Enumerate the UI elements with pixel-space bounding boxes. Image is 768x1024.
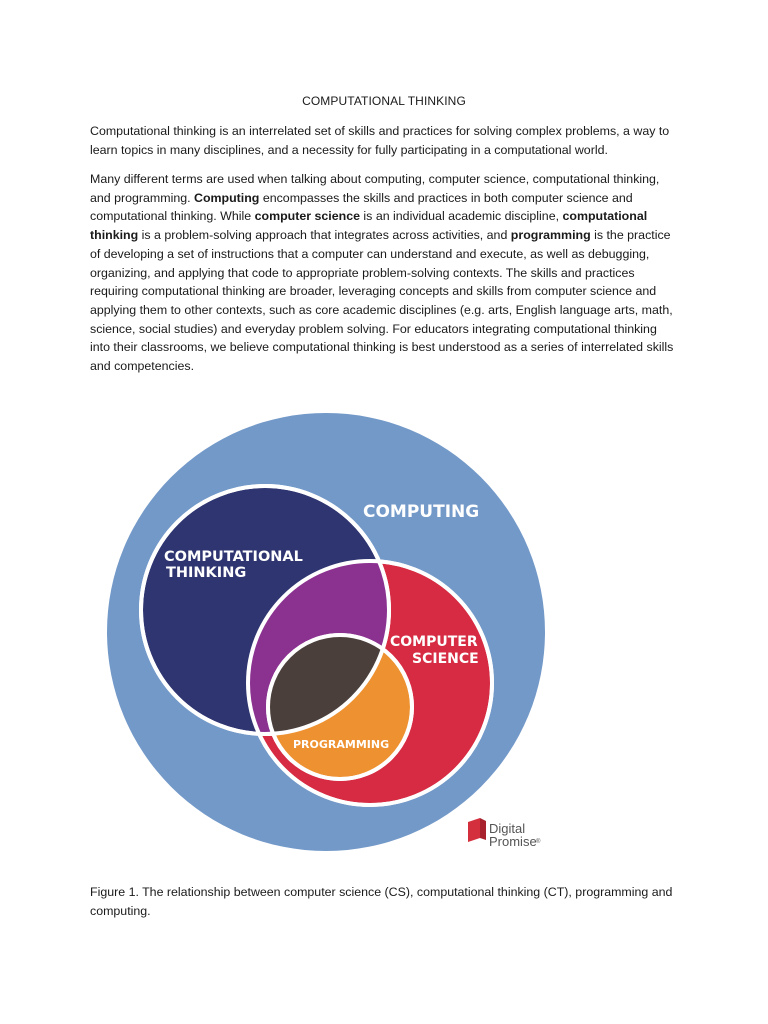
computing-label: COMPUTING [363, 502, 480, 522]
ct-label-line2: THINKING [166, 565, 247, 581]
body-text: encompasses the skills and practices in both computer science and computational thinking. While [90, 190, 633, 224]
term-computer-science: computer science [254, 209, 360, 224]
logo-line2: Promise [489, 834, 537, 849]
logo-line1: Digital [489, 821, 526, 836]
term-computing: Computing [194, 190, 260, 205]
logo-registered: ® [536, 839, 541, 845]
cs-label-line2: SCIENCE [412, 651, 479, 667]
term-programming: programming [510, 228, 591, 243]
body-text: Many different terms are used when talking about computing, computer science, computational thinking, and programming. [90, 172, 660, 205]
body-text: is the practice of developing a set of instructions that a computer can understand and execute, as well as debugging, organizing, and applying that code to appropriate problem-solving contexts. The skills and practices requiring computational thinking are broader, leveraging concepts and skills from computer science and applying them to other contexts, such as core academic disciplines (e.g. arts, English language arts, math, science, social studies) and everyday problem solving. For educators integrating computational thinking into their classrooms, we believe computational thinking is best understood as a series of interrelated skills and competencies. [90, 228, 674, 374]
intro-paragraph: Computational thinking is an interrelated set of skills and practices for solving complex problems, a way to learn topics in many disciplines, and a necessity for fully participating in a computational world. [90, 124, 670, 157]
ct-label-line1: COMPUTATIONAL [164, 549, 303, 565]
programming-label: PROGRAMMING [293, 738, 390, 751]
cs-label-line1: COMPUTER [390, 634, 478, 650]
body-text: is an individual academic discipline, [359, 209, 563, 224]
body-text: is a problem-solving approach that integrates across activities, and [138, 228, 511, 243]
computing-venn-diagram [100, 410, 560, 855]
body-paragraph [90, 170, 680, 376]
logo-mark-icon [468, 818, 480, 842]
page-title: COMPUTATIONAL THINKING [302, 94, 466, 108]
figure-caption: Figure 1. The relationship between computer science (CS), computational thinking (CT), programming and computing. [90, 885, 673, 918]
term-computational-thinking: computational thinking [90, 209, 648, 243]
digital-promise-logo [468, 818, 541, 849]
